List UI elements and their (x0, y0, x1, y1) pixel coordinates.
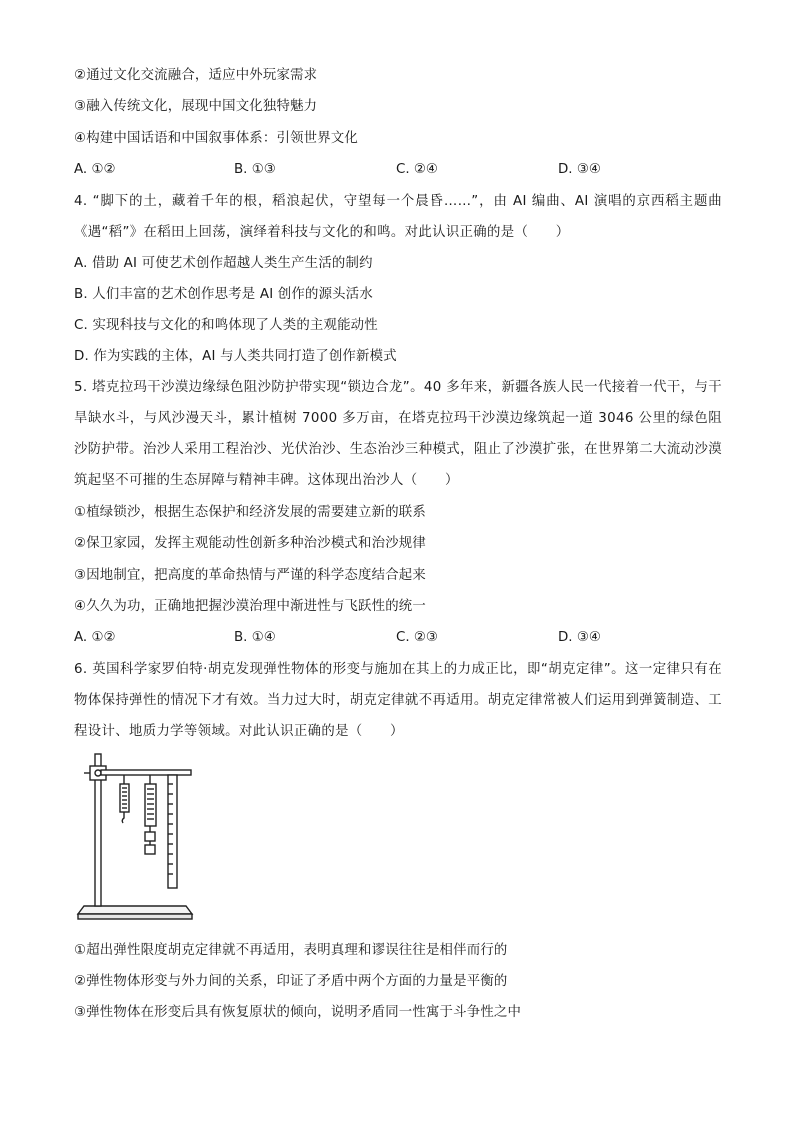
q4-option-a[interactable]: A. 借助 AI 可使艺术创作超越人类生产生活的制约 (74, 256, 373, 271)
q3-item-3: ③融入传统文化，展现中国文化独特魅力 (74, 99, 318, 114)
q4-option-c[interactable]: C. 实现科技与文化的和鸣体现了人类的主观能动性 (74, 318, 378, 333)
q5-option-a[interactable]: A. ①② (74, 630, 116, 645)
q3-item-4: ④构建中国话语和中国叙事体系：引领世界文化 (74, 131, 359, 146)
spring-scale-apparatus-icon (76, 744, 196, 930)
q5-option-b[interactable]: B. ①④ (234, 630, 276, 645)
q3-option-c[interactable]: C. ②④ (396, 162, 438, 177)
q3-option-b[interactable]: B. ①③ (234, 162, 276, 177)
q5-item-2: ②保卫家园，发挥主观能动性创新多种治沙模式和治沙规律 (74, 536, 426, 551)
q6-item-2: ②弹性物体形变与外力间的关系，印证了矛盾中两个方面的力量是平衡的 (74, 974, 508, 989)
spring-scale-figure (76, 744, 196, 934)
q4-stem: 4. “脚下的土，藏着千年的根，稻浪起伏，守望每一个晨昏……”，由 AI 编曲、AI 演唱的京西稻主题曲《遇“稻”》在稻田上回荡，演绎着科技与文化的和鸣。对此认识正确的是（ ） (74, 194, 722, 240)
q3-option-a[interactable]: A. ①② (74, 162, 116, 177)
q6-item-1: ①超出弹性限度胡克定律就不再适用，表明真理和谬误往往是相伴而行的 (74, 943, 508, 958)
q5-options (74, 629, 734, 647)
q4-option-b[interactable]: B. 人们丰富的艺术创作思考是 AI 创作的源头活水 (74, 287, 373, 302)
q3-options (74, 161, 734, 179)
q5-item-3: ③因地制宜，把高度的革命热情与严谨的科学态度结合起来 (74, 568, 426, 583)
q5-item-1: ①植绿锁沙，根据生态保护和经济发展的需要建立新的联系 (74, 505, 426, 520)
q5-option-c[interactable]: C. ②③ (396, 630, 438, 645)
q6-stem: 6. 英国科学家罗伯特·胡克发现弹性物体的形变与施加在其上的力成正比，即“胡克定律”。这一定律只有在物体保持弹性的情况下才有效。当力过大时，胡克定律就不再适用。胡克定律常被人们运用到弹簧制造、工程设计、地质力学等领域。对此认识正确的是（ ） (74, 662, 722, 739)
q6-item-3: ③弹性物体在形变后具有恢复原状的倾向，说明矛盾同一性寓于斗争性之中 (74, 1005, 522, 1020)
q5-item-4: ④久久为功，正确地把握沙漠治理中渐进性与飞跃性的统一 (74, 599, 426, 614)
q3-item-2: ②通过文化交流融合，适应中外玩家需求 (74, 68, 318, 83)
q5-option-d[interactable]: D. ③④ (558, 630, 601, 645)
q5-stem: 5. 塔克拉玛干沙漠边缘绿色阻沙防护带实现“锁边合龙”。40 多年来，新疆各族人民一代接着一代干，与干旱缺水斗，与风沙漫天斗，累计植树 7000 多万亩，在塔克拉玛干沙漠边缘筑起一道 3046 公里的绿色阻沙防护带。治沙人采用工程治沙、光伏治沙、生态治沙三种模式，阻止了沙漠扩张，在世界第二大流动沙漠筑起坚不可摧的生态屏障与精神丰碑。这体现出治沙人（ ） (74, 380, 722, 488)
q4-option-d[interactable]: D. 作为实践的主体，AI 与人类共同打造了创作新模式 (74, 349, 397, 364)
q3-option-d[interactable]: D. ③④ (558, 162, 601, 177)
